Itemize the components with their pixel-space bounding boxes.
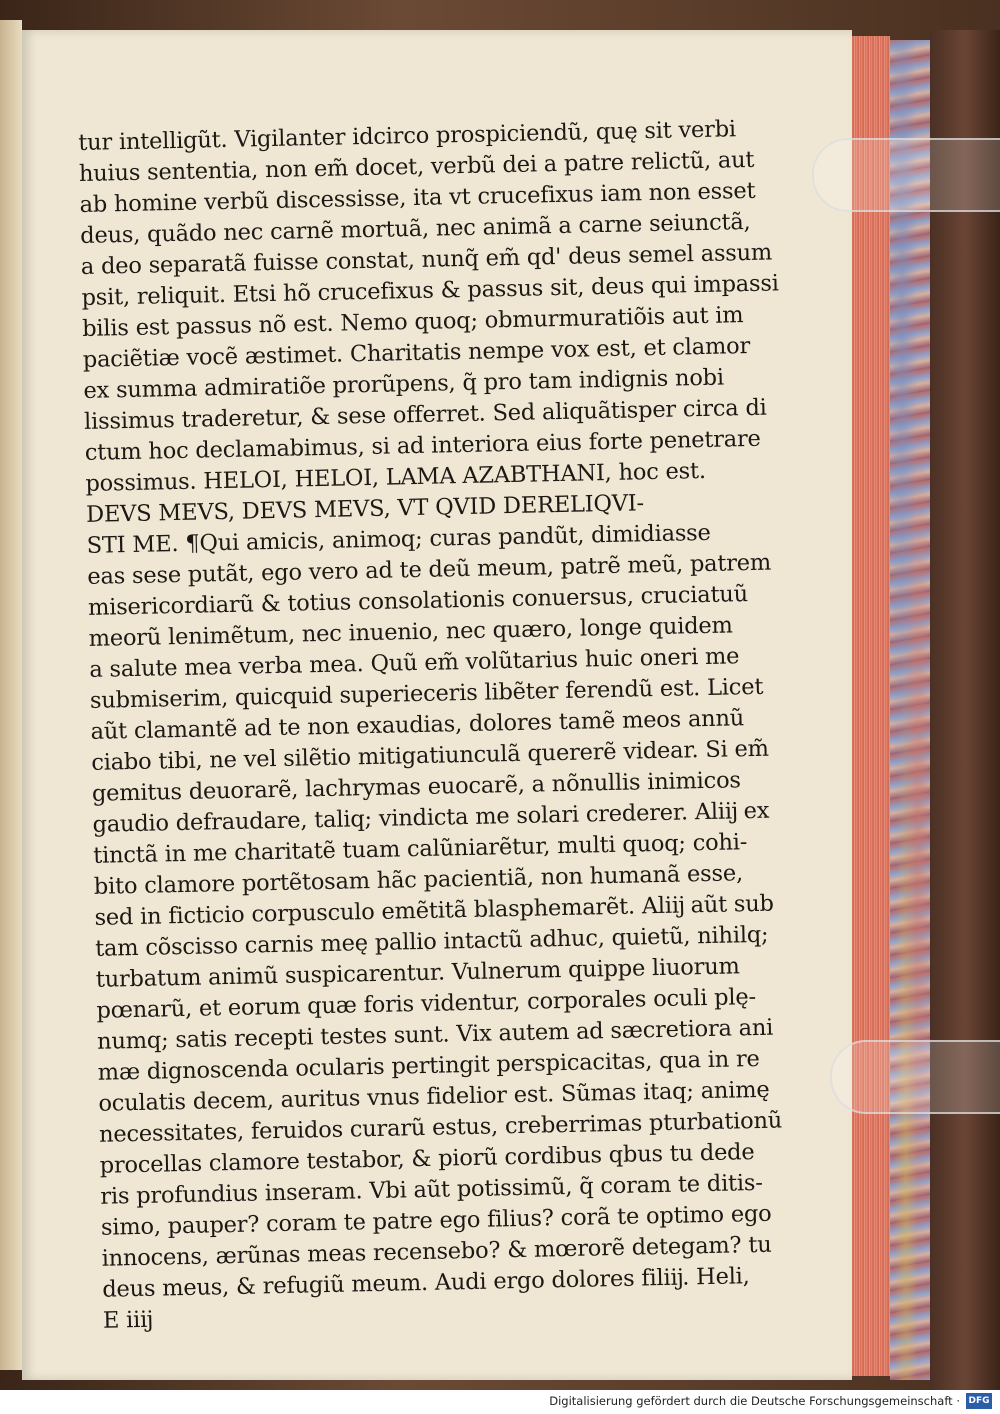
text-line: procellas clamore testabor, & piorũ cordibus qbus tu dede [99, 1139, 755, 1179]
page-holder-clip-bottom [830, 1040, 1000, 1114]
text-line: lissimus traderetur, & sese offerret. Sed aliquãtisper circa di [83, 394, 767, 435]
text-line: meorũ lenimẽtum, nec inuenio, nec quæro, longe quidem [88, 612, 733, 652]
footer-bar [0, 1390, 1000, 1414]
text-line: necessitates, feruidos curarũ estus, creberrimas pturbationũ [98, 1107, 783, 1148]
text-line: eas sese putãt, ego vero ad te deũ meum, patrẽ meũ, patrem [87, 549, 772, 590]
text-line: ex summa admiratiõe prorũpens, q̃ pro tam indignis nobi [83, 364, 725, 404]
text-line: tam cõscisso carnis meę pallio intactũ adhuc, quietũ, nihilq; [94, 921, 769, 962]
text-line: innocens, ærũnas meas recensebo? & mœrorẽ detegam? tu [101, 1231, 772, 1272]
page-text [78, 115, 783, 1337]
text-line: mæ dignoscenda ocularis pertingit perspicacitas, qua in re [97, 1045, 760, 1086]
text-line: ris profundius inseram. Vbi aũt potissimũ, q̃ coram te ditis- [100, 1169, 763, 1210]
text-line: oculatis decem, auritus vnus fidelior est. Sũmas itaq; animę [98, 1076, 770, 1117]
text-line: pœnarũ, et eorum quæ foris videntur, corporales oculi plę- [96, 983, 757, 1024]
text-line: STI ME. ¶Qui amicis, animoq; curas pandũt, dimidiasse [86, 519, 711, 559]
text-line: DEVS MEVS, DEVS MEVS, VT QVID DERELIQVI- [85, 490, 645, 528]
text-line: simo, pauper? coram te patre ego filius? corã te optimo ego [100, 1200, 772, 1241]
facing-page-edge [0, 20, 22, 1370]
text-line: deus meus, & refugiũ meum. Audi ergo dolores filiĳ. Heli, [102, 1263, 750, 1303]
text-line: a deo separatã fuisse constat, nunq̃ em̃ qd' deus semel assum [80, 239, 773, 280]
text-line: E iiĳ [102, 1306, 153, 1334]
text-line: misericordiarũ & totius consolationis conuersus, cruciatuũ [87, 581, 749, 621]
book-cover [930, 30, 1000, 1390]
text-line: turbatum animũ suspicarentur. Vulnerum quippe liuorum [95, 953, 740, 993]
text-line: ciabo tibi, ne vel silẽtio mitigatiunculã quererẽ videar. Si em̃ [91, 735, 770, 776]
text-line: bito clamore portẽtosam hãc pacientiã, non humanã esse, [93, 860, 744, 900]
dfg-logo: DFG [966, 1393, 992, 1409]
marbled-endpaper [890, 40, 930, 1380]
text-line: aũt clamantẽ ad te non exaudias, dolores tamẽ meos annũ [90, 705, 745, 745]
text-line: ab homine verbũ discessisse, ita vt crucefixus iam non esset [79, 177, 756, 218]
page-holder-clip-top [812, 138, 1000, 212]
text-line: submiserim, quicquid superieceris libẽter ferendũ est. Licet [89, 673, 764, 714]
text-line: tur intelligũt. Vigilanter idcirco prospiciendũ, quę sit verbi [78, 116, 737, 156]
text-line: possimus. HELOI, HELOI, LAMA AZABTHANI, hoc est. [85, 457, 707, 497]
text-line: deus, quãdo nec carnẽ mortuã, nec animã a carne seiunctã, [79, 208, 751, 249]
text-line: ctum hoc declamabimus, si ad interiora eius forte penetrare [84, 425, 761, 466]
text-line: gaudio defraudare, taliq; vindicta me solari crederer. Aliĳ ex [92, 797, 770, 838]
text-line: numq; satis recepti testes sunt. Vix autem ad sæcretiora ani [96, 1014, 774, 1055]
text-line: a salute mea verba mea. Quũ em̃ volũtarius huic oneri me [89, 643, 740, 683]
text-line: psit, reliquit. Etsi hõ crucefixus & passus sit, deus qui impassi [81, 270, 779, 311]
text-line: paciẽtiæ vocẽ æstimet. Charitatis nempe vox est, et clamor [82, 332, 751, 373]
text-line: gemitus deuorarẽ, lachrymas euocarẽ, a nõnullis inimicos [91, 767, 742, 807]
text-line: tinctã in me charitatẽ tuam calũniarẽtur, multi quoq; cohi- [92, 829, 748, 869]
funding-notice: Digitalisierung gefördert durch die Deutsche Forschungsgemeinschaft · [549, 1394, 960, 1408]
text-line: bilis est passus nõ est. Nemo quoq; obmurmuratiõis aut im [81, 302, 744, 342]
text-line: sed in ficticio corpusculo emẽtitã blasphemarẽt. Aliĳ aũt sub [94, 890, 774, 931]
text-line: huius sententia, non em̃ docet, verbũ dei a patre relictũ, aut [78, 146, 755, 187]
